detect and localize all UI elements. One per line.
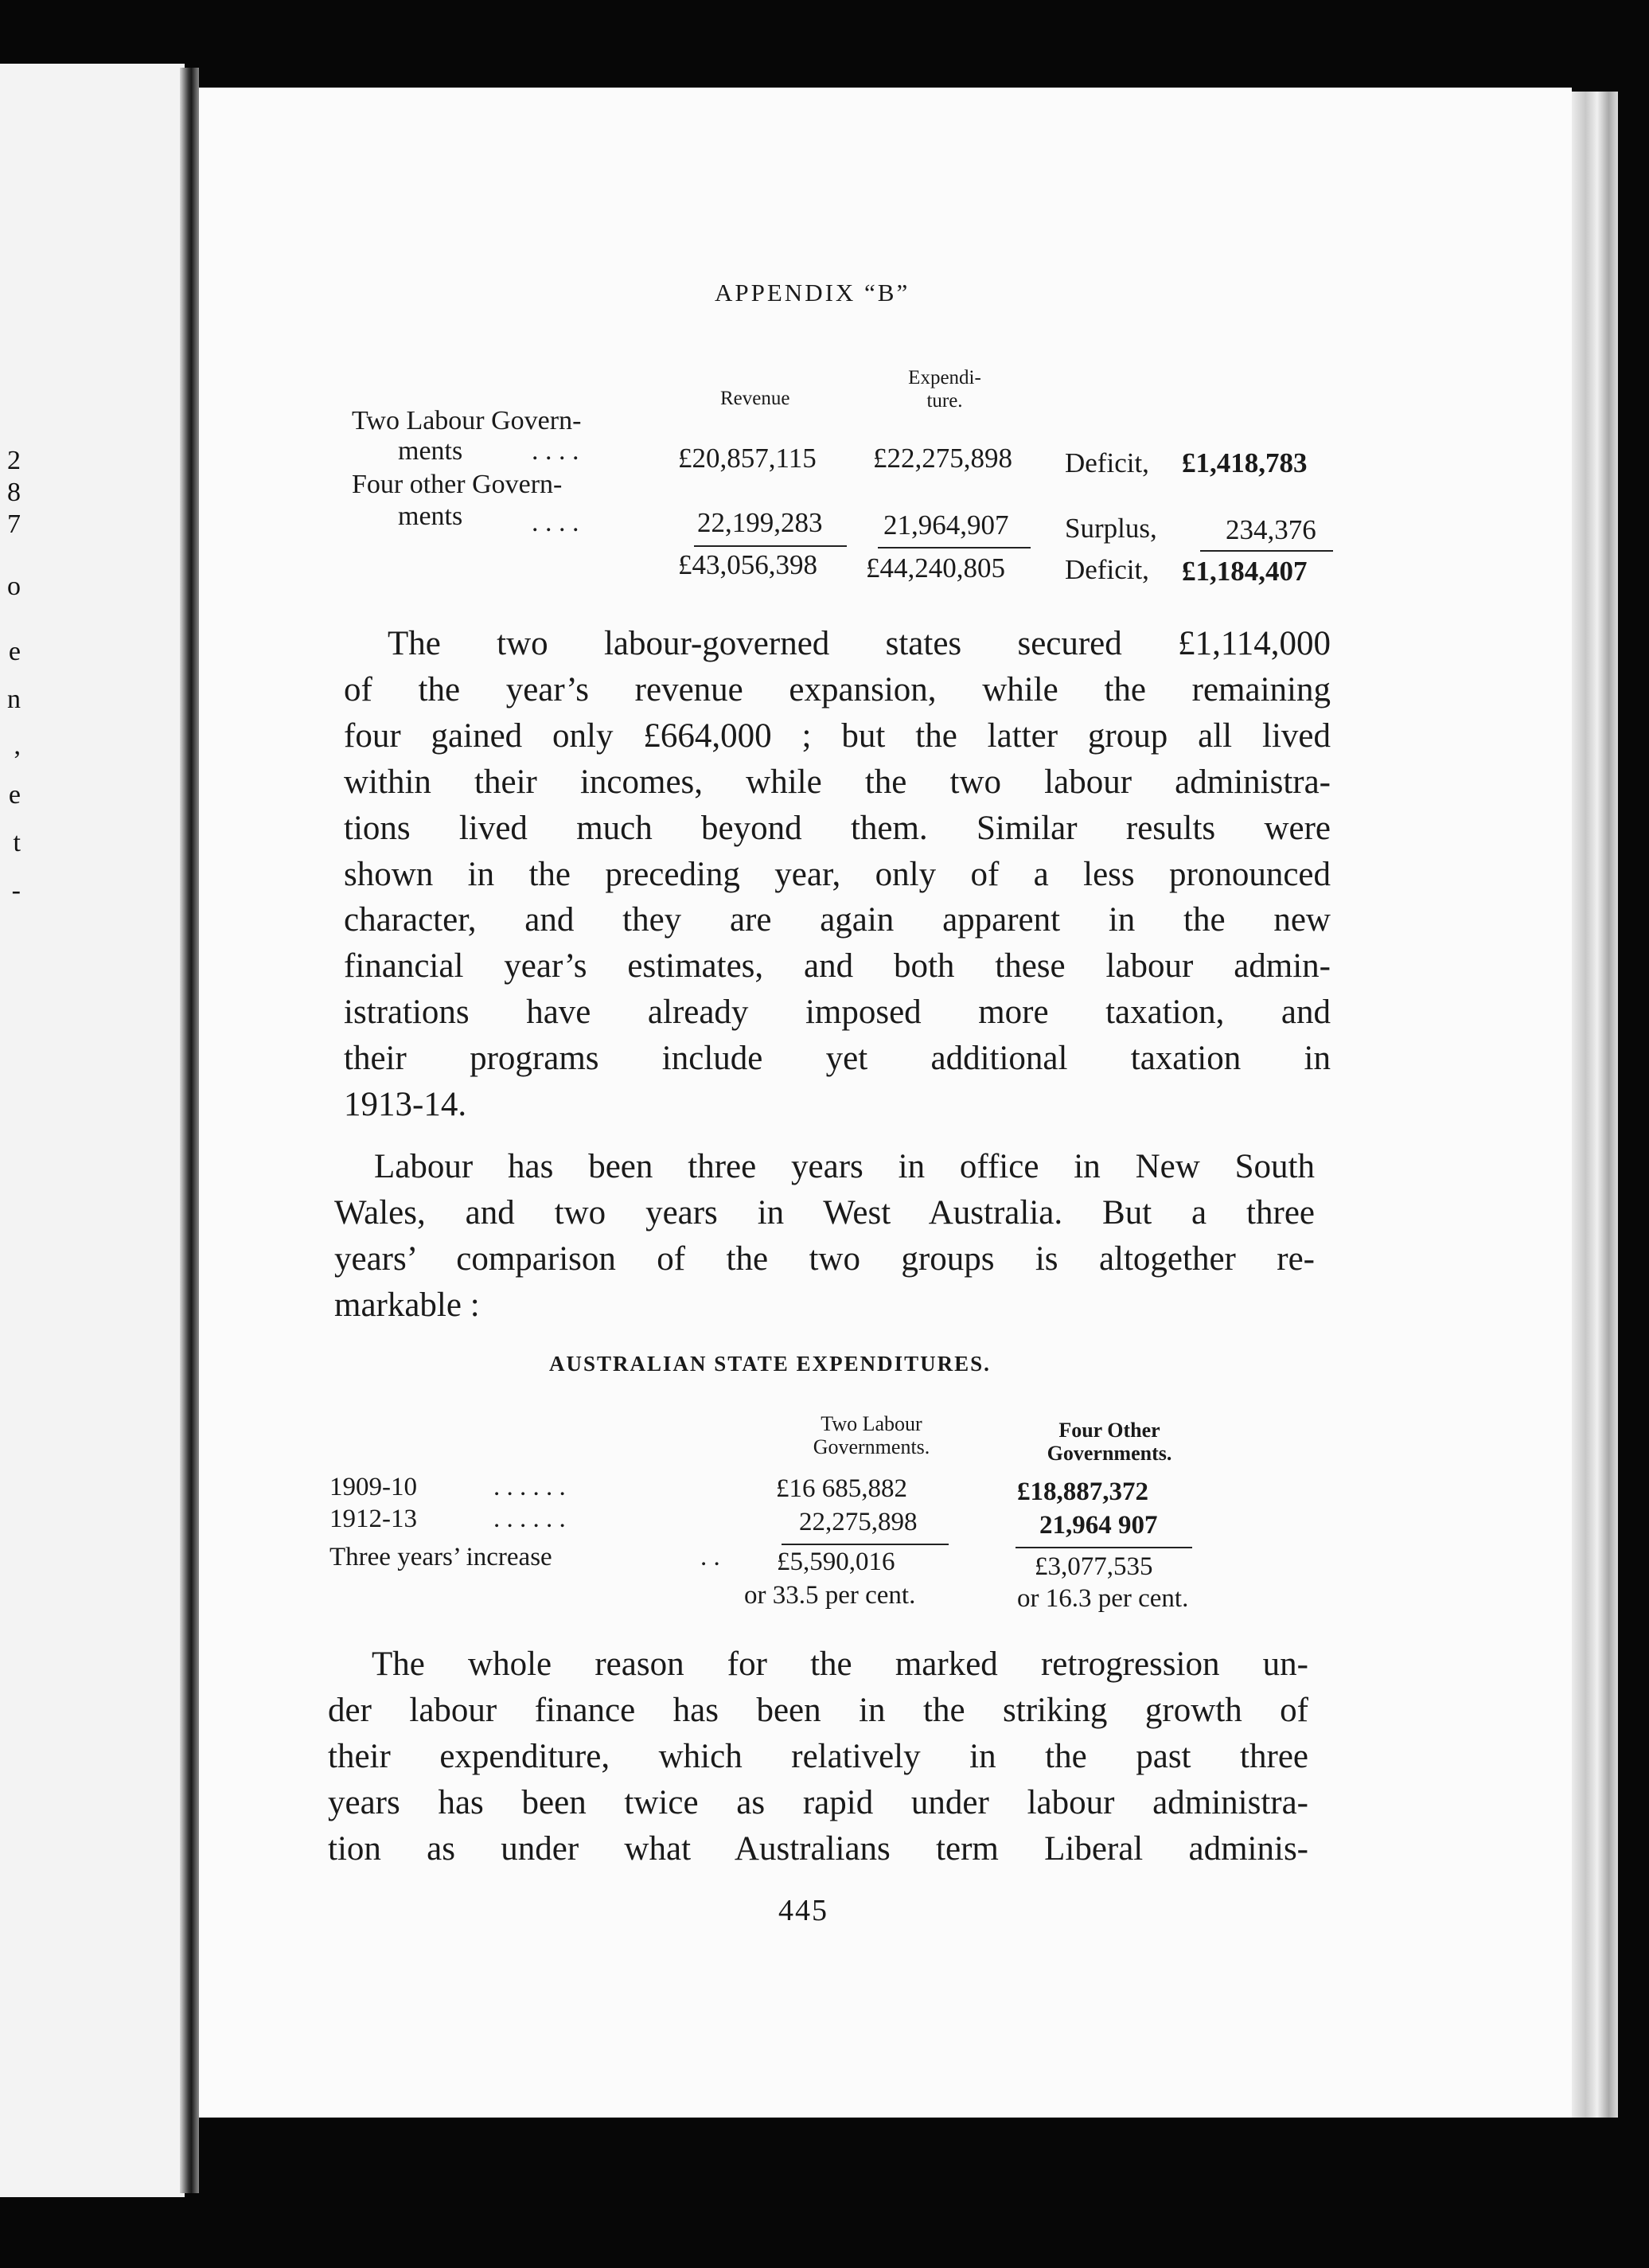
text-line: tions lived much beyond them. Similar results were [344,809,1331,847]
other-value: 21,964 907 [1039,1511,1158,1540]
column-header-line: Governments. [813,1435,930,1458]
text-line: Labour has been three years in office in New South [374,1148,1315,1185]
result-label: Deficit, [1065,554,1149,585]
column-header-line: Governments. [1047,1442,1172,1465]
column-header-line: Four Other [1058,1419,1160,1442]
sum-rule [782,1544,949,1545]
sum-rule [878,547,1031,548]
body-paragraph [334,1144,1315,1329]
leader-dots: . . . . [532,436,579,466]
margin-char: e [8,780,21,810]
text-line: shown in the preceding year, only of a less pronounced [344,855,1331,893]
body-paragraph [328,1641,1308,1872]
row-label: 1912-13 [329,1505,417,1533]
text-line: their programs include yet additional taxation in [344,1040,1331,1078]
labour-value: 22,275,898 [799,1508,918,1536]
page-heading: APPENDIX “B” [715,279,910,306]
text-line: Wales, and two years in West Australia. But a three [334,1193,1315,1232]
margin-char: 7 [7,509,21,539]
text-line: The whole reason for the marked retrogression un- [372,1645,1308,1683]
revenue-column-header: Revenue [720,388,790,409]
column-header-labour [776,1412,967,1458]
text-line: years has been twice as rapid under labour administra- [328,1783,1308,1821]
other-increase: £3,077,535 [1035,1552,1153,1581]
row-label: ments [398,436,463,466]
expenditure-value: 21,964,907 [883,509,1009,541]
text-line: four gained only £664,000 ; but the latter group all lived [344,716,1331,755]
text-line: der labour finance has been in the striking growth of [328,1691,1308,1729]
revenue-value: £20,857,115 [678,443,817,474]
column-header-other [1017,1419,1202,1465]
expenditure-header-line: ture. [926,390,963,412]
leader-dots: . . . . . . [493,1505,566,1533]
table-title: AUSTRALIAN STATE EXPENDITURES. [549,1352,991,1376]
other-value: £18,887,372 [1017,1478,1148,1506]
page-number: 445 [778,1894,828,1927]
result-label: Deficit, [1065,447,1149,478]
margin-char: 8 [7,478,21,507]
text-line: character, and they are again apparent in the new [344,901,1331,939]
row-label: ments [398,502,463,531]
row-label: 1909-10 [329,1473,417,1501]
leader-dots: . . . . . . [493,1473,566,1501]
expenditure-value: £22,275,898 [873,443,1012,474]
text-line: years’ comparison of the two groups is altogether re- [334,1239,1315,1278]
body-paragraph [344,621,1331,1128]
expenditure-header-line: Expendi- [908,367,981,388]
page-stack-edge [1572,92,1618,2118]
labour-value: £16 685,882 [776,1474,907,1503]
facing-page-edge [0,64,185,2197]
text-line: financial year’s estimates, and both these labour admin- [344,947,1331,986]
sum-rule [694,545,847,547]
leader-dots: . . [700,1543,720,1571]
leader-dots: . . . . [532,508,579,537]
expenditure-column-header [901,366,988,412]
margin-char: - [11,876,21,905]
margin-char: 2 [7,446,21,475]
labour-percent: or 33.5 per cent. [744,1581,916,1610]
margin-char: n [7,685,21,714]
text-line: within their incomes, while the two labour administra- [344,763,1331,801]
text-line: of the year’s revenue expansion, while the remaining [344,670,1331,709]
text-line: The two labour-governed states secured £1,114,000 [388,625,1331,662]
revenue-total: £43,056,398 [678,549,817,580]
result-value: 234,376 [1226,514,1316,545]
row-label: Four other Govern- [352,470,563,499]
sum-rule [1016,1547,1192,1548]
margin-char: o [7,572,21,601]
result-value: £1,418,783 [1182,447,1308,478]
result-label: Surplus, [1065,513,1157,544]
text-line: istrations have already imposed more taxation, and [344,993,1331,1032]
other-percent: or 16.3 per cent. [1017,1584,1189,1613]
text-line: tion as under what Australians term Liberal adminis- [328,1829,1308,1868]
result-total: £1,184,407 [1182,556,1308,587]
revenue-value: 22,199,283 [697,507,823,538]
labour-increase: £5,590,016 [777,1548,895,1576]
book-spine [180,68,199,2193]
column-header-line: Two Labour [821,1412,922,1435]
text-line: their expenditure, which relatively in the past three [328,1737,1308,1775]
row-label: Two Labour Govern- [352,406,582,435]
row-label: Three years’ increase [329,1543,552,1571]
margin-char: e [8,637,21,666]
text-line: 1913-14. [344,1086,467,1124]
expenditure-total: £44,240,805 [866,552,1005,584]
text-line: markable : [334,1286,480,1324]
margin-char: t [13,828,21,857]
margin-char: , [14,731,21,760]
sum-rule [1200,550,1333,552]
